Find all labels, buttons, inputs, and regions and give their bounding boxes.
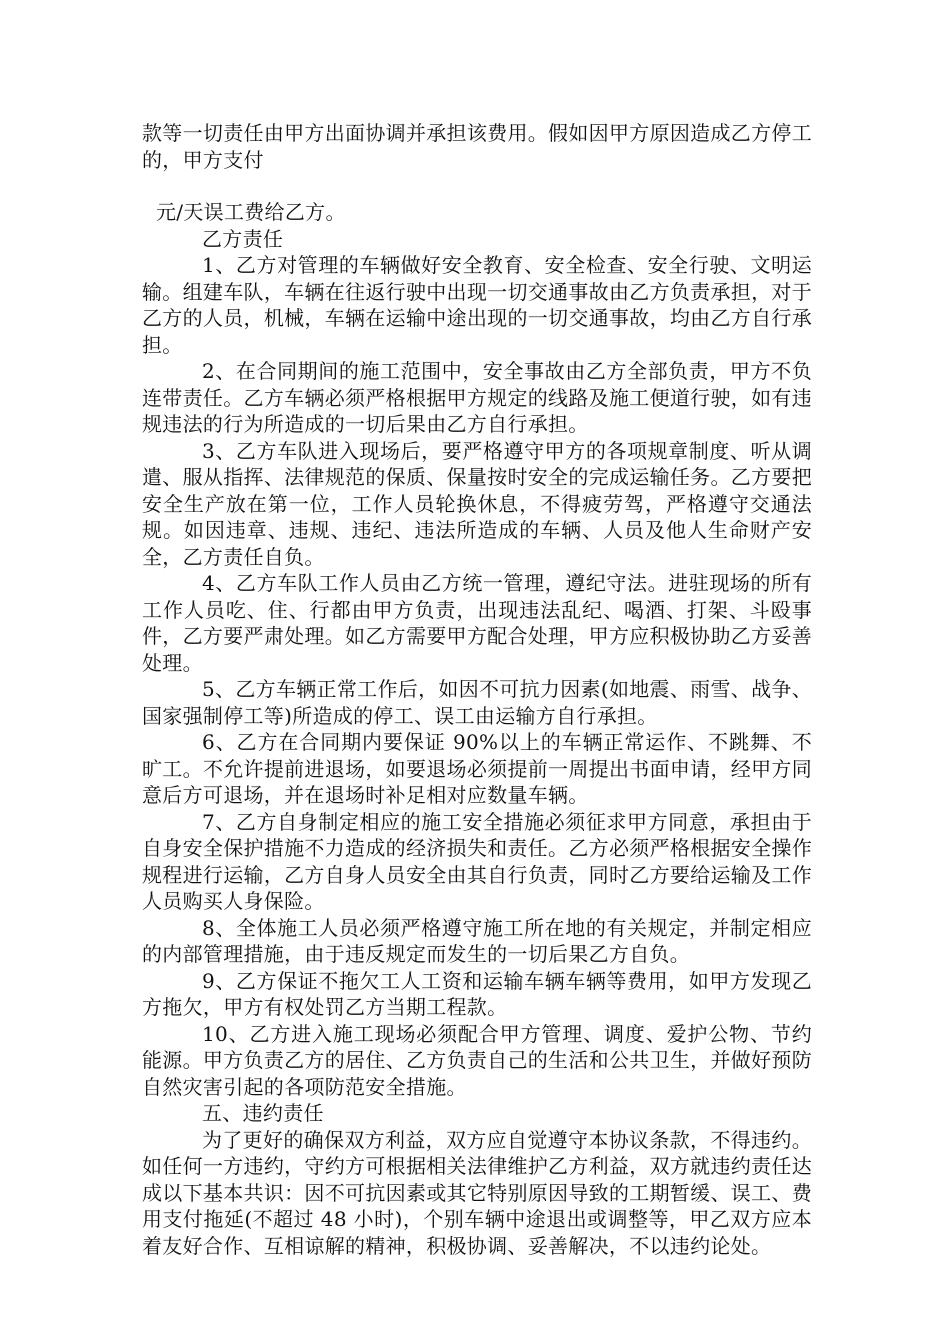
clause-6: 6、乙方在合同期内要保证 90%以上的车辆正常运作、不跳舞、不旷工。不允许提前进退场，如要退场必须提前一周提出书面申请，经甲方同意后方可退场，并在退场时补足相对应数量车辆。 [142,730,812,807]
intro-text: 款等一切责任由甲方出面协调并承担该费用。假如因甲方原因造成乙方停工的，甲方支付 [142,121,812,172]
clause-7: 7、乙方自身制定相应的施工安全措施必须征求甲方同意，承担由于自身安全保护措施不力造成的经济损失和责任。乙方必须严格根据安全操作规程进行运输，乙方自身人员安全由其自行负责，同时乙方要给运输及工作人员购买人身保险。 [142,809,812,913]
blank-line [142,173,812,199]
section-heading-party-b: 乙方责任 [202,226,284,251]
clause-9: 9、乙方保证不拖欠工人工资和运输车辆车辆等费用，如甲方发现乙方拖欠，甲方有权处罚乙方当期工程款。 [142,968,812,1019]
clause-2: 2、在合同期间的施工范围中，安全事故由乙方全部负责，甲方不负连带责任。乙方车辆必须严格根据甲方规定的线路及施工便道行驶，如有违规违法的行为所造成的一切后果由乙方自行承担。 [142,359,812,436]
clause-3: 3、乙方车队进入现场后，要严格遵守甲方的各项规章制度、听从调遣、服从指挥、法律规范的保质、保量按时安全的完成运输任务。乙方要把安全生产放在第一位，工作人员轮换休息，不得疲劳驾，严格遵守交通法规。如因违章、违规、违纪、违法所造成的车辆、人员及他人生命财产安全，乙方责任自负。 [142,438,812,569]
liability-paragraph: 为了更好的确保双方利益，双方应自觉遵守本协议条款，不得违约。如任何一方违约，守约方可根据相关法律维护乙方利益，双方就违约责任达成以下基本共识：因不可抗因素或其它特别原因导致的工期暂缓、误工、费用支付拖延(不超过 48 小时)，个别车辆中途退出或调整等，甲乙双方应本着友好合作、互相谅解的精神，积极协调、妥善解决，不以违约论处。 [142,1127,812,1258]
clause-4: 4、乙方车队工作人员由乙方统一管理，遵纪守法。进驻现场的所有工作人员吃、住、行都由甲方负责，出现违法乱纪、喝酒、打架、斗殴事件，乙方要严肃处理。如乙方需要甲方配合处理，甲方应积极协助乙方妥善处理。 [142,571,812,675]
clause-10: 10、乙方进入施工现场必须配合甲方管理、调度、爱护公物、节约能源。甲方负责乙方的居住、乙方负责自己的生活和公共卫生，并做好预防自然灾害引起的各项防范安全措施。 [142,1021,812,1099]
fee-line: 元/天误工费给乙方。 [156,200,346,224]
clause-5: 5、乙方车辆正常工作后，如因不可抗力因素(如地震、雨雪、战争、国家强制停工等)所造成的停工、误工由运输方自行承担。 [142,677,812,728]
document-page [142,120,812,1259]
section-heading-liability: 五、违约责任 [202,1101,324,1125]
clause-1: 1、乙方对管理的车辆做好安全教育、安全检查、安全行驶、文明运输。组建车队，车辆在往返行驶中出现一切交通事故由乙方负责承担，对于乙方的人员，机械，车辆在运输中途出现的一切交通事故，均由乙方自行承担。 [142,253,812,357]
clause-8: 8、全体施工人员必须严格遵守施工所在地的有关规定，并制定相应的内部管理措施，由于违反规定而发生的一切后果乙方自负。 [142,915,812,966]
